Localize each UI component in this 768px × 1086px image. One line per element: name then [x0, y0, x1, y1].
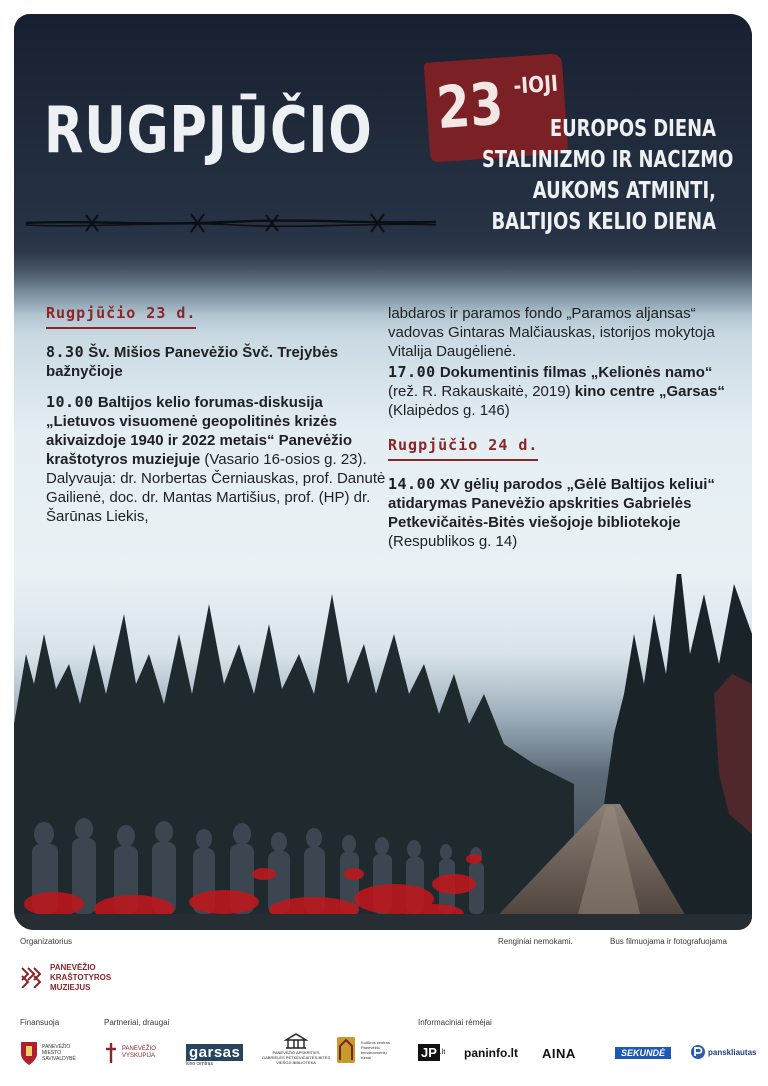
event-mass [46, 343, 386, 381]
free-events-note: Renginiai nemokami. [498, 937, 573, 946]
event-flower-exhibition [388, 475, 738, 551]
logo-text: Panevėžio [361, 1045, 380, 1050]
logo-text: kino centras [186, 1061, 213, 1067]
logo-text: MIESTO [42, 1050, 62, 1056]
logo-text: JP [418, 1044, 440, 1061]
event-subtitle [416, 114, 734, 238]
logo-text: Kultūros centras [361, 1040, 390, 1045]
library-logo [262, 1032, 330, 1065]
culture-centre-icon [336, 1036, 356, 1064]
logo-text: garsas [186, 1044, 243, 1061]
event-film [388, 363, 738, 420]
logo-text: .lt [439, 1049, 446, 1056]
logo-text: panskliautas [708, 1047, 757, 1057]
date-number: 23 [434, 69, 506, 143]
filming-note: Bus filmuojama ir fotografuojama [610, 937, 727, 946]
museum-logo-icon [20, 962, 46, 988]
partners-label: Partneriai, draugai [104, 1018, 170, 1027]
media-sponsors-label: Informaciniai rėmėjai [418, 1018, 492, 1027]
logo-text: rūmai [361, 1055, 372, 1060]
sekunde-logo: SEKUNDĖ [615, 1047, 671, 1059]
paninfo-logo: paninfo.lt [464, 1046, 518, 1060]
panskliautas-icon [690, 1044, 706, 1060]
event-title: Baltijos kelio forumas-diskusija „Lietuvos visuomenė geopolitinės krizės akivaizdoje 1940 ir 2022 metais“ Panevėžio kraštotyros muziejuje [46, 394, 353, 468]
coat-of-arms-icon [20, 1040, 38, 1066]
event-title: Šv. Mišios Panevėžio Švč. Trejybės bažnyčioje [46, 344, 339, 380]
event-venue: kino centre „Garsas“ [574, 383, 725, 400]
event-time: 17.00 [388, 363, 436, 381]
event-address: (Klaipėdos g. 146) [388, 402, 510, 419]
logo-text: VIEŠOJI BIBLIOTEKA [276, 1060, 316, 1065]
organizer-label: Organizatorius [20, 937, 73, 946]
barbed-wire-icon [26, 210, 436, 236]
event-title: XV gėlių parodos „Gėlė Baltijos keliui“ atidarymas Panevėžio apskrities Gabrielės Petkevičaitės-Bitės viešojoje bibliotekoje [388, 476, 715, 531]
diocese-crest-icon [104, 1042, 118, 1064]
participants-continued: labdaros ir paramos fondo „Paramos aljansas“ vadovas Gintaras Malčiauskas, istorijos mokytoja Vitalija Daugėlienė. [388, 305, 715, 360]
library-building-icon [284, 1032, 308, 1050]
logo-text: PANEVĖŽIO APSKRITIES [272, 1050, 320, 1055]
event-time: 8.30 [46, 343, 85, 361]
title-month: RUGPJŪČIO [44, 94, 373, 168]
event-time: 10.00 [46, 393, 94, 411]
subtitle-line: EUROPOS DIENA [549, 116, 716, 142]
aina-logo: AINA [542, 1046, 576, 1061]
logo-text: bendruomenių [361, 1050, 387, 1055]
date-suffix: -IOJI [512, 71, 559, 100]
logo-text: VYSKUPIJA [122, 1053, 156, 1059]
subtitle-line: BALTIJOS KELIO DIENA [491, 209, 716, 235]
diocese-logo [104, 1042, 156, 1064]
event-address: (Vasario 16-osios g. 23). [204, 451, 367, 468]
logo-text: PANEVĖŽIO [122, 1046, 156, 1052]
subtitle-line: AUKOMS ATMINTI, [532, 178, 716, 204]
city-municipality-logo [20, 1040, 76, 1066]
garsas-logo [186, 1044, 243, 1067]
organizer-line: MUZIEJUS [50, 983, 91, 992]
event-time: 14.00 [388, 475, 436, 493]
organizer-line: KRAŠTOTYROS [50, 973, 112, 982]
subtitle-line: STALINIZMO IR NACIZMO [482, 147, 734, 173]
baltic-way-scene-image [14, 574, 752, 930]
event-participants: Dalyvauja: dr. Norbertas Černiauskas, prof. Danutė Gailienė, doc. dr. Mantas Martišius, prof. (HP) dr. Šarūnas Liekis, [46, 470, 386, 525]
funding-label: Finansuoja [20, 1018, 60, 1027]
culture-centre-logo [336, 1036, 390, 1064]
organizer-line: PANEVĖŽIO [50, 963, 96, 972]
logo-text: SAVIVALDYBĖ [42, 1056, 76, 1062]
poster-panel [14, 14, 752, 930]
jp-logo [418, 1044, 445, 1061]
event-credit: (rež. R. Rakauskaitė, 2019) [388, 383, 571, 400]
logo-text: PANEVĖŽIO [42, 1044, 71, 1050]
event-address: (Respublikos g. 14) [388, 533, 518, 550]
day-heading-aug-23: Rugpjūčio 23 d. [46, 304, 196, 329]
schedule-right-column [388, 304, 738, 563]
event-forum [46, 393, 386, 526]
organizer-name [50, 963, 111, 993]
event-title: Dokumentinis filmas „Kelionės namo“ [439, 364, 713, 381]
day-heading-aug-24: Rugpjūčio 24 d. [388, 436, 538, 461]
logo-text: GABRIELĖS PETKEVIČAITĖS-BITĖS [262, 1055, 331, 1060]
schedule-left-column [46, 304, 386, 538]
panskliautas-logo [690, 1044, 756, 1060]
